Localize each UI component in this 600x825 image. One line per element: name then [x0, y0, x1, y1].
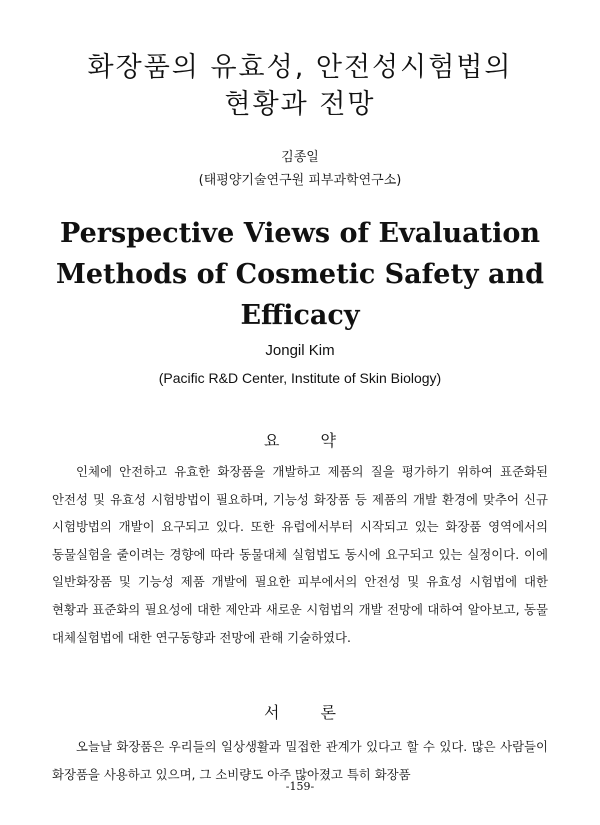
- english-author: Jongil Kim: [265, 342, 335, 359]
- korean-title-line-2: 현황과 전망: [224, 89, 376, 120]
- introduction-text: 오늘날 화장품은 우리들의 일상생활과 밀접한 관계가 있다고 할 수 있다. 많은 사람들이 화장품을 사용하고 있으며, 그 소비량도 아주 많아졌고 특히 화장품: [52, 739, 548, 782]
- korean-title-line-1: 화장품의 유효성, 안전성시험법의: [87, 52, 513, 83]
- english-title: Perspective Views of Evaluation Methods of Cosmetic Safety and Efficacy: [55, 218, 545, 331]
- korean-author: 김종일: [281, 150, 319, 165]
- introduction-heading: 서 론: [264, 703, 354, 722]
- abstract-text: 인체에 안전하고 유효한 화장품을 개발하고 제품의 질을 평가하기 위하여 표준화된 안전성 및 유효성 시험방법이 필요하며, 기능성 화장품 등 제품의 개발 환경에 맞추어 신규 시험방법의 개발이 요구되고 있다. 또한 유럽에서부터 시작되고 있는 화장품 영역에서의 동물실험을 줄이려는 경향에 따라 동물대체 실험법도 동시에 요구되고 있는 실정이다. 이에 일반화장품 및 기능성 제품 개발에 필요한 피부에서의 안전성 및 유효성 시험법에 대한 현황과 표준화의 필요성에 대한 제안과 새로운 시험법의 개발 전망에 대하여 알아보고, 동물 대체실험법에 대한 연구동향과 전망에 관해 기술하였다.: [52, 464, 548, 645]
- korean-affiliation: (태평양기술연구원 피부과학연구소): [198, 173, 402, 188]
- abstract-heading: 요 약: [264, 431, 354, 450]
- english-affiliation: (Pacific R&D Center, Institute of Skin Biology): [158, 370, 442, 386]
- page-number: -159-: [285, 780, 315, 793]
